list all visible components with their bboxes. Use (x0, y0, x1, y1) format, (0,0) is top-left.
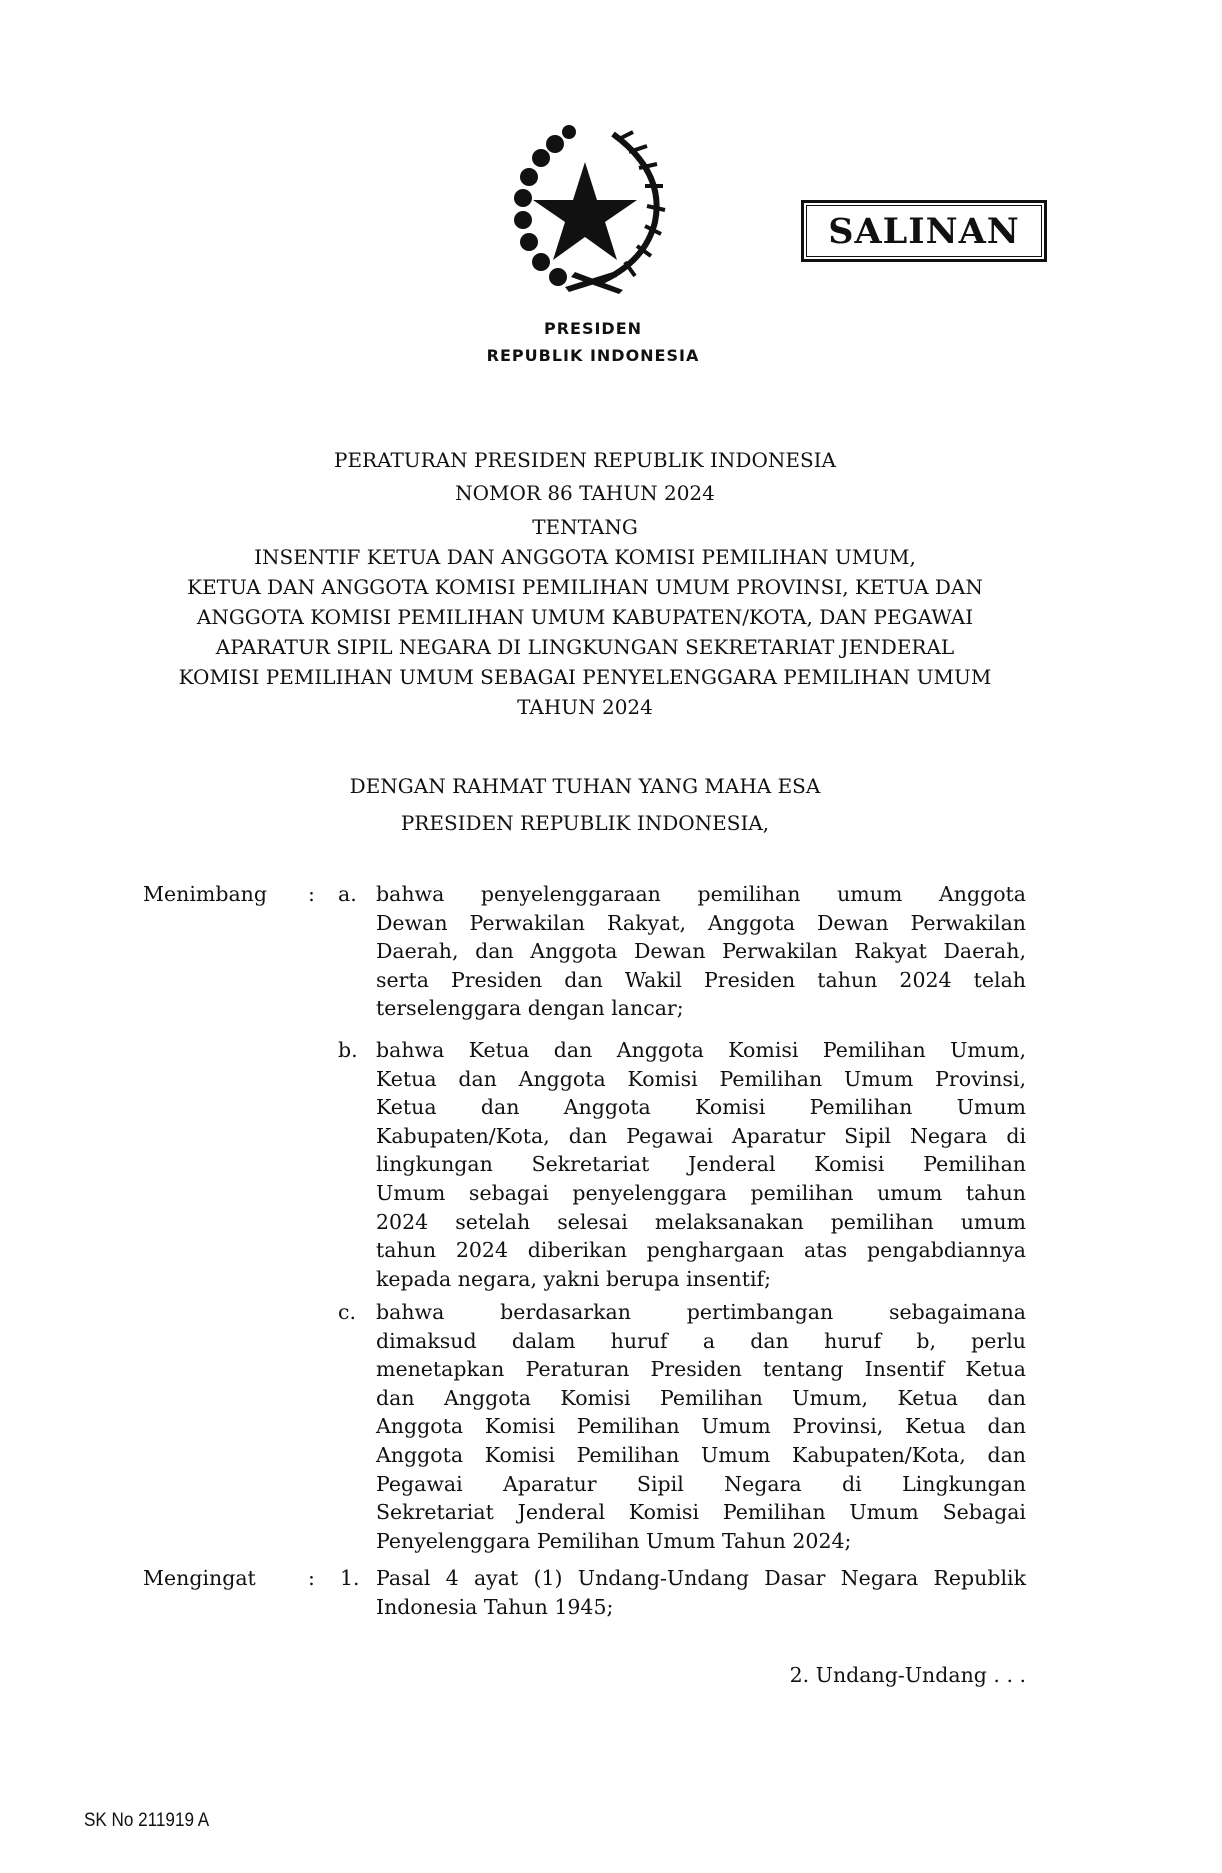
title-line: TAHUN 2024 (517, 695, 653, 719)
preamble-2: PRESIDEN REPUBLIK INDONESIA, (400, 811, 770, 835)
title-line: NOMOR 86 TAHUN 2024 (455, 481, 715, 505)
text-line: lingkungan Sekretariat Jenderal Komisi Pemilihan (376, 1152, 1026, 1177)
text-line: Ketua dan Anggota Komisi Pemilihan Umum Provinsi, (376, 1066, 1026, 1091)
text-line: Pasal 4 ayat (1) Undang-Undang Dasar Negara Republik (376, 1566, 1026, 1590)
preamble-1: DENGAN RAHMAT TUHAN YANG MAHA ESA (349, 774, 821, 798)
title-line: TENTANG (532, 515, 638, 539)
title-line: APARATUR SIPIL NEGARA DI LINGKUNGAN SEKRETARIAT JENDERAL (215, 635, 955, 659)
mengingat-item-1 (376, 1564, 1026, 1621)
header-republik-indonesia: REPUBLIK INDONESIA (486, 346, 700, 365)
page-continuation: 2. Undang-Undang . . . (789, 1663, 1026, 1687)
text-line: menetapkan Peraturan Presiden tentang Insentif Ketua (376, 1357, 1026, 1382)
title-line: ANGGOTA KOMISI PEMILIHAN UMUM KABUPATEN/KOTA, DAN PEGAWAI (196, 605, 974, 629)
item-marker-1: 1. (340, 1566, 360, 1590)
text-line: serta Presiden dan Wakil Presiden tahun 2024 telah (376, 967, 1026, 992)
presidential-emblem (505, 122, 670, 294)
text-line: Kabupaten/Kota, dan Pegawai Aparatur Sipil Negara di (376, 1123, 1026, 1148)
text-line: dan Anggota Komisi Pemilihan Umum, Ketua dan (376, 1385, 1026, 1410)
text-line: tahun 2024 diberikan penghargaan atas pengabdiannya (376, 1238, 1026, 1263)
footer-sk-number: SK No 211919 A (84, 1810, 210, 1831)
document-title (140, 445, 1030, 722)
text-line: terselenggara dengan lancar; (376, 996, 684, 1021)
header-presiden: PRESIDEN (543, 319, 643, 338)
text-line: Penyelenggara Pemilihan Umum Tahun 2024; (376, 1528, 852, 1553)
title-line: KOMISI PEMILIHAN UMUM SEBAGAI PENYELENGGARA PEMILIHAN UMUM (178, 665, 992, 689)
text-line: bahwa berdasarkan pertimbangan sebagaimana (376, 1300, 1026, 1324)
menimbang-colon: : (308, 882, 315, 906)
mengingat-colon: : (308, 1566, 315, 1590)
text-line: kepada negara, yakni berupa insentif; (376, 1266, 772, 1291)
mengingat-label: Mengingat (143, 1566, 256, 1590)
title-line: KETUA DAN ANGGOTA KOMISI PEMILIHAN UMUM PROVINSI, KETUA DAN (187, 575, 983, 599)
text-line: Ketua dan Anggota Komisi Pemilihan Umum (376, 1095, 1026, 1120)
text-line: dimaksud dalam huruf a dan huruf b, perlu (376, 1328, 1026, 1353)
title-line: PERATURAN PRESIDEN REPUBLIK INDONESIA (333, 448, 836, 472)
salinan-stamp: SALINAN (801, 200, 1047, 262)
text-line: 2024 setelah selesai melaksanakan pemilihan umum (376, 1209, 1026, 1234)
item-marker-c: c. (338, 1300, 356, 1324)
menimbang-item-b (376, 1036, 1026, 1293)
text-line: Pegawai Aparatur Sipil Negara di Lingkungan (376, 1471, 1026, 1496)
text-line: Daerah, dan Anggota Dewan Perwakilan Rakyat Daerah, (376, 939, 1026, 964)
text-line: bahwa Ketua dan Anggota Komisi Pemilihan Umum, (376, 1038, 1026, 1062)
text-line: bahwa penyelenggaraan pemilihan umum Anggota (376, 882, 1026, 906)
title-line: INSENTIF KETUA DAN ANGGOTA KOMISI PEMILIHAN UMUM, (254, 545, 916, 569)
item-marker-a: a. (338, 882, 357, 906)
text-line: Umum sebagai penyelenggara pemilihan umum tahun (376, 1180, 1026, 1205)
menimbang-label: Menimbang (143, 882, 267, 906)
menimbang-item-c (376, 1298, 1026, 1555)
text-line: Anggota Komisi Pemilihan Umum Provinsi, Ketua dan (376, 1414, 1026, 1439)
text-line: Indonesia Tahun 1945; (376, 1594, 614, 1619)
text-line: Anggota Komisi Pemilihan Umum Kabupaten/Kota, dan (376, 1442, 1026, 1467)
text-line: Sekretariat Jenderal Komisi Pemilihan Umum Sebagai (376, 1500, 1026, 1525)
item-marker-b: b. (338, 1038, 358, 1062)
menimbang-item-a (376, 880, 1026, 1023)
text-line: Dewan Perwakilan Rakyat, Anggota Dewan Perwakilan (376, 910, 1026, 935)
